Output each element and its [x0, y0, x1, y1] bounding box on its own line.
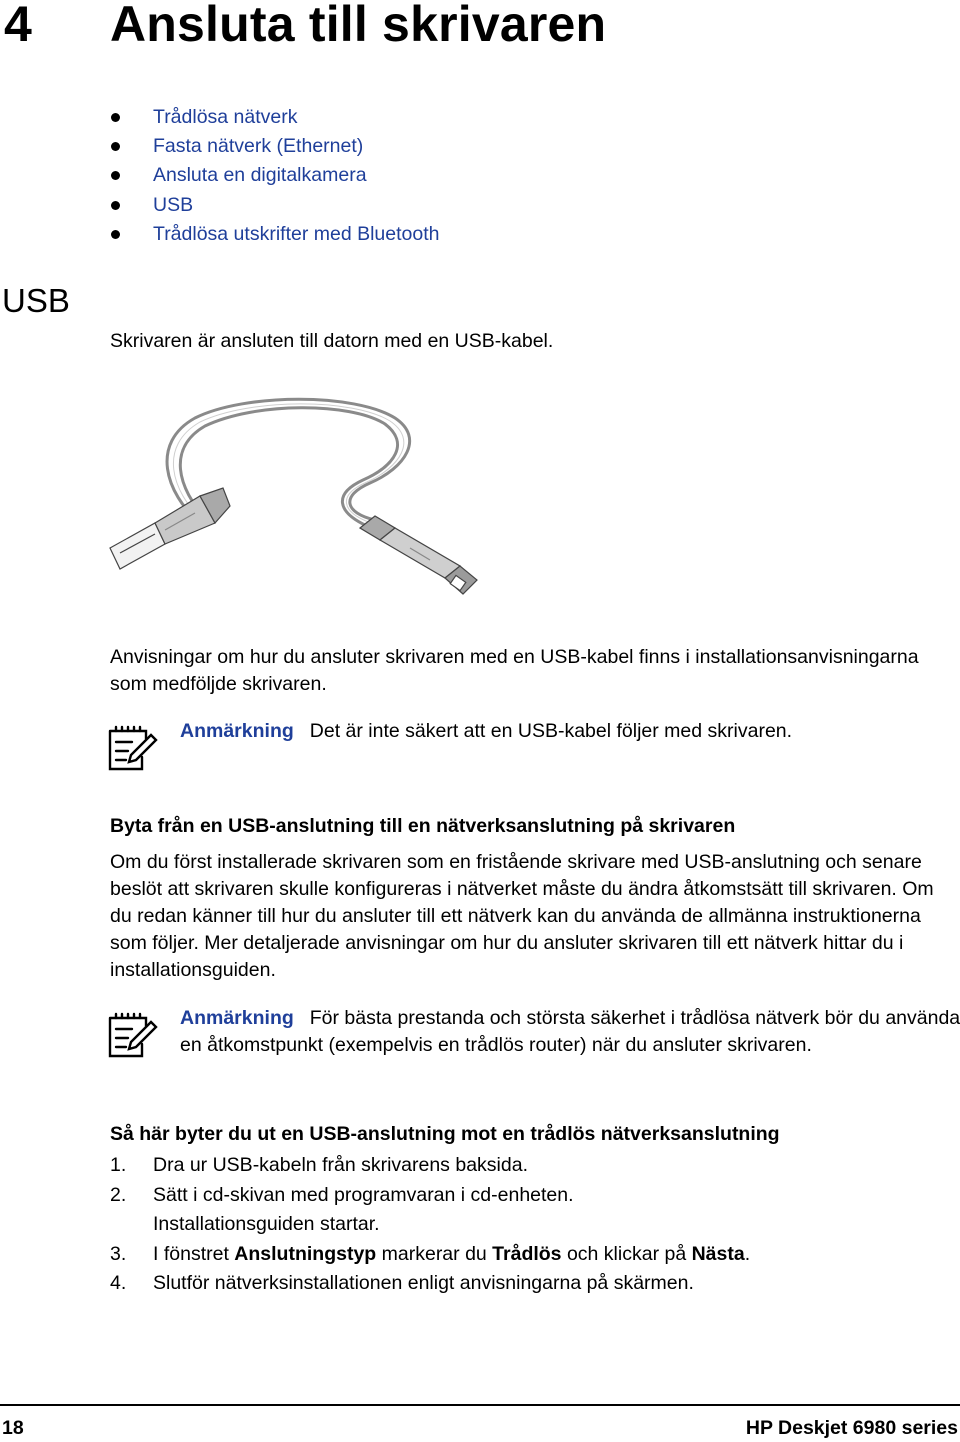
chapter-links-list	[110, 104, 440, 250]
page-number: 18	[2, 1417, 24, 1439]
list-item	[110, 221, 440, 250]
note-text: Det är inte säkert att en USB-kabel följer med skrivaren.	[309, 720, 793, 742]
note-text: För bästa prestanda och största säkerhet i trådlösa nätverk bör du använda en åtkomstpunkt (exempelvis en trådlös router) när du ansluter skrivaren.	[180, 1007, 960, 1056]
link-usb[interactable]: USB	[153, 193, 194, 216]
list-item	[110, 133, 440, 162]
footer-rule	[0, 1404, 960, 1406]
usb-instructions-text: Anvisningar om hur du ansluter skrivaren med en USB-kabel finns i installationsanvisningarna som medföljde skrivaren.	[110, 646, 919, 695]
chapter-number: 4	[4, 0, 32, 52]
procedure-steps	[110, 1151, 960, 1299]
step-text: Dra ur USB-kabeln från skrivarens baksida.	[153, 1154, 528, 1176]
list-item	[110, 1269, 960, 1299]
note-usb-cable	[180, 718, 960, 745]
note-label: Anmärkning	[180, 720, 294, 742]
link-wireless-networks[interactable]: Trådlösa nätverk	[153, 106, 298, 128]
list-item	[110, 104, 440, 133]
step-number: 1.	[110, 1154, 127, 1176]
section-title-usb: USB	[2, 282, 70, 319]
note-icon	[107, 1009, 159, 1059]
step-number: 4.	[110, 1272, 127, 1294]
note-access-point	[180, 1005, 960, 1059]
procedure-heading: Så här byter du ut en USB-anslutning mot en trådlös nätverksanslutning	[110, 1123, 780, 1145]
usb-cable-illustration	[105, 388, 485, 603]
step-number: 2.	[110, 1183, 127, 1206]
ui-term-next: Nästa	[691, 1242, 745, 1265]
step-number: 3.	[110, 1242, 127, 1265]
list-item	[110, 1181, 960, 1211]
list-item	[110, 162, 440, 191]
ui-term-connection-type: Anslutningstyp	[234, 1242, 377, 1265]
chapter-title: Ansluta till skrivaren	[110, 0, 607, 52]
note-label: Anmärkning	[180, 1007, 294, 1029]
usb-intro-text: Skrivaren är ansluten till datorn med en USB-kabel.	[110, 330, 554, 352]
step-text: I fönstret Anslutningstyp markerar du Trådlös och klickar på Nästa.	[153, 1242, 751, 1265]
switch-body-text: Om du först installerade skrivaren som en fristående skrivare med USB-anslutning och senare beslöt att skrivaren skulle konfigureras i nätverket måste du ändra åtkomstsätt till skrivaren. Om du redan känner till hur du ansluter till ett nätverk kan du använda de allmänna instruktionerna som följer. Mer detaljerade anvisningar om hur du ansluter skrivaren till ett nätverk hittar du i installationsguiden.	[110, 851, 934, 981]
link-bluetooth[interactable]: Trådlösa utskrifter med Bluetooth	[153, 222, 440, 245]
note-icon	[107, 722, 159, 772]
list-item	[110, 192, 440, 221]
step-text: Sätt i cd-skivan med programvaran i cd-enheten.	[153, 1183, 574, 1206]
list-item	[110, 1151, 960, 1181]
link-wired-networks[interactable]: Fasta nätverk (Ethernet)	[153, 135, 364, 158]
list-item	[110, 1240, 960, 1270]
link-digital-camera[interactable]: Ansluta en digitalkamera	[153, 164, 367, 187]
ui-term-wireless: Trådlös	[492, 1242, 562, 1265]
step-text: Slutför nätverksinstallationen enligt anvisningarna på skärmen.	[153, 1272, 694, 1294]
step-continuation: Installationsguiden startar.	[153, 1213, 380, 1235]
switch-heading: Byta från en USB-anslutning till en nätverksanslutning på skrivaren	[110, 815, 736, 837]
product-name: HP Deskjet 6980 series	[745, 1417, 958, 1439]
